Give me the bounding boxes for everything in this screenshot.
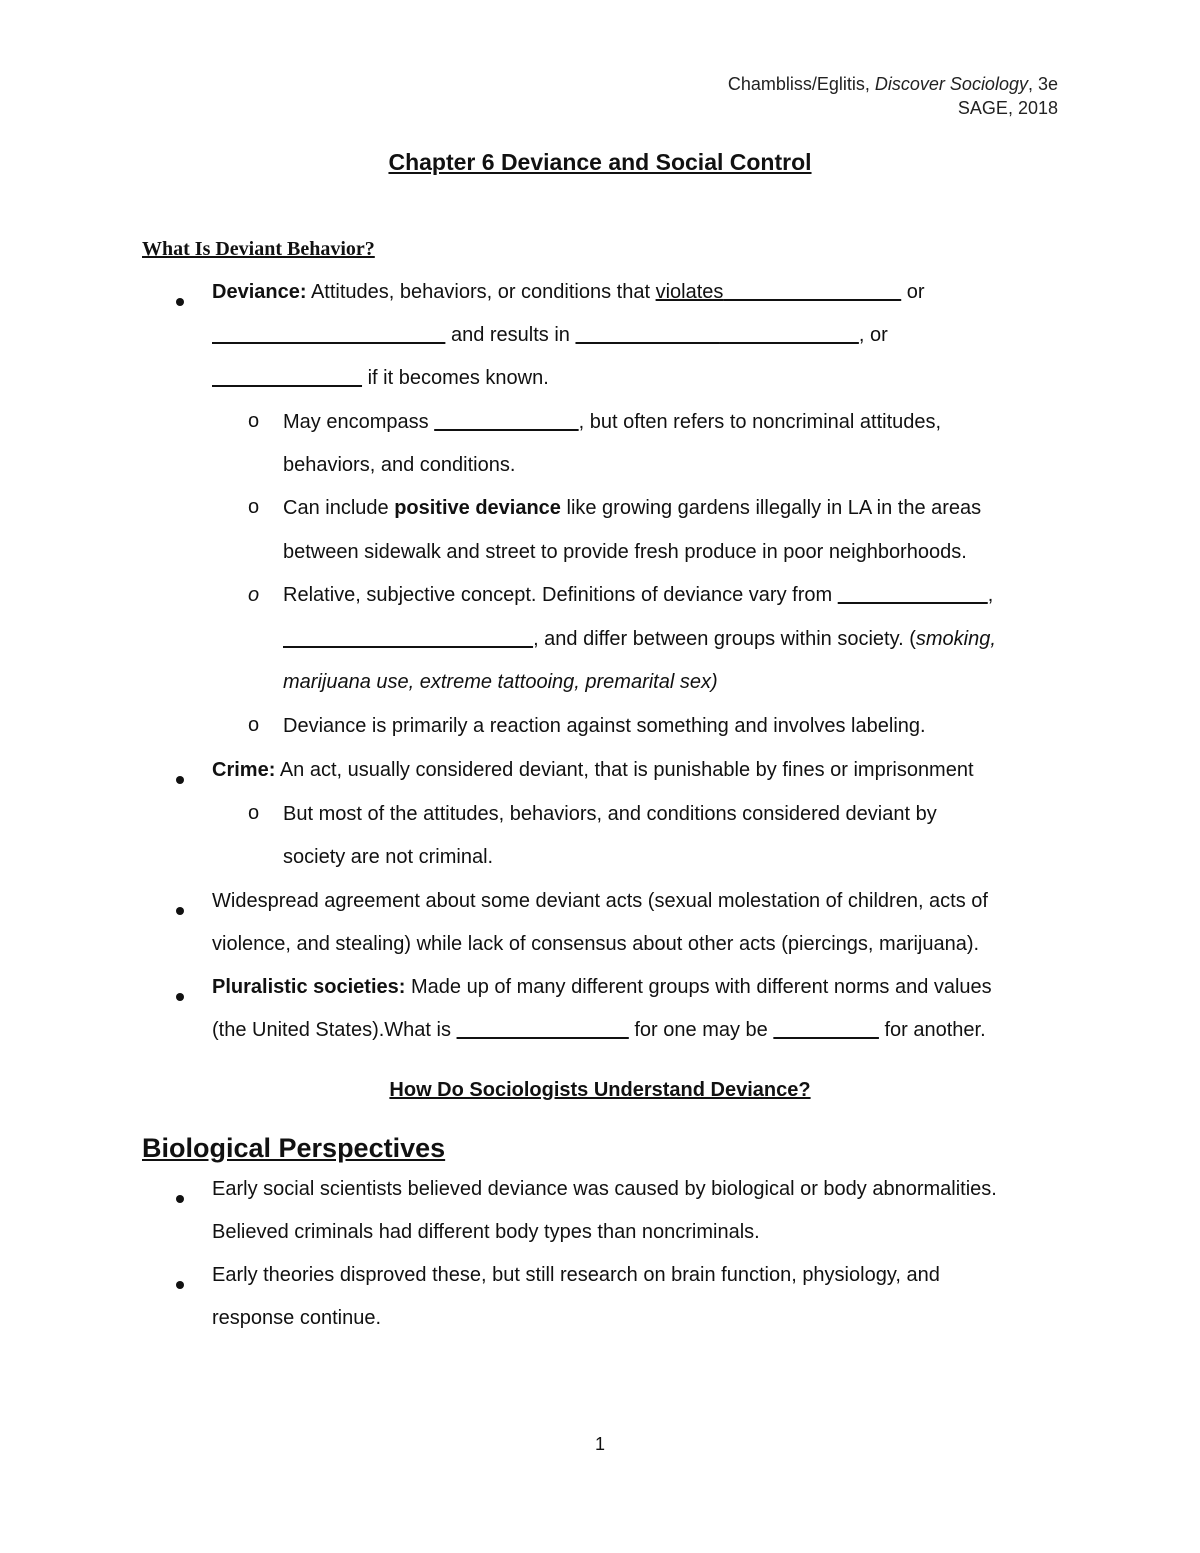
sub-bullet-icon: o: [248, 410, 260, 432]
pluralistic-line-2: (the United States).What is for one may be for another.: [212, 1019, 986, 1041]
bullet-icon: [176, 1184, 184, 1210]
crime-sub-line-2: society are not criminal.: [283, 846, 494, 868]
deviance-line-2: and results in , or: [445, 324, 888, 346]
biological-line-1: Early social scientists believed deviance was caused by biological or body abnormalities.: [212, 1178, 997, 1200]
header-citation: Chambliss/Eglitis, Discover Sociology, 3e: [727, 74, 1058, 94]
section-heading: What Is Deviant Behavior?: [142, 238, 375, 260]
sub-bullet-icon: o: [248, 802, 260, 824]
sub-bullet-icon: o: [248, 714, 260, 736]
bullet-icon: [176, 982, 184, 1008]
pluralistic-line-1: Pluralistic societies: Made up of many different groups with different norms and values: [212, 976, 992, 998]
biological-line-3: Early theories disproved these, but still research on brain function, physiology, and: [212, 1264, 940, 1286]
biological-heading: Biological Perspectives: [142, 1133, 446, 1163]
relative-line-3: marijuana use, extreme tattooing, premarital sex): [283, 671, 718, 693]
deviance-line-3: if it becomes known.: [362, 367, 549, 389]
running-header: [728, 72, 1058, 120]
biological-line-4: response continue.: [212, 1307, 382, 1329]
widespread-line-1: Widespread agreement about some deviant acts (sexual molestation of children, acts of: [212, 890, 988, 912]
positive-deviance-line-2: between sidewalk and street to provide fresh produce in poor neighborhoods.: [283, 541, 967, 563]
page-number: 1: [594, 1434, 605, 1454]
bullet-icon: [176, 765, 184, 791]
deviance-line-1: Deviance: Attitudes, behaviors, or conditions that violates or: [212, 281, 925, 303]
widespread-line-2: violence, and stealing) while lack of consensus about other acts (piercings, marijuana).: [212, 933, 980, 955]
bullet-icon: [176, 1270, 184, 1296]
bullet-icon: [176, 896, 184, 922]
labeling-line: Deviance is primarily a reaction against something and involves labeling.: [283, 715, 926, 737]
encompass-line-2: behaviors, and conditions.: [283, 454, 516, 476]
bullet-icon: [176, 287, 184, 313]
sub-bullet-icon: o: [248, 496, 260, 518]
chapter-title: Chapter 6 Deviance and Social Control: [388, 149, 812, 175]
header-publisher: SAGE, 2018: [957, 98, 1058, 118]
encompass-line-1: May encompass , but often refers to noncriminal attitudes,: [283, 411, 942, 433]
subheading: How Do Sociologists Understand Deviance?: [389, 1079, 811, 1101]
biological-line-2: Believed criminals had different body types than noncriminals.: [212, 1221, 760, 1243]
relative-line-1: Relative, subjective concept. Definitions of deviance vary from ,: [283, 584, 994, 606]
relative-line-2: , and differ between groups within society. (smoking,: [533, 628, 996, 650]
crime-sub-line-1: But most of the attitudes, behaviors, and conditions considered deviant by: [283, 803, 937, 825]
crime-line: Crime: An act, usually considered deviant, that is punishable by fines or imprisonment: [212, 759, 974, 781]
sub-bullet-icon: o: [248, 584, 260, 606]
positive-deviance-line-1: Can include positive deviance like growing gardens illegally in LA in the areas: [283, 497, 982, 519]
